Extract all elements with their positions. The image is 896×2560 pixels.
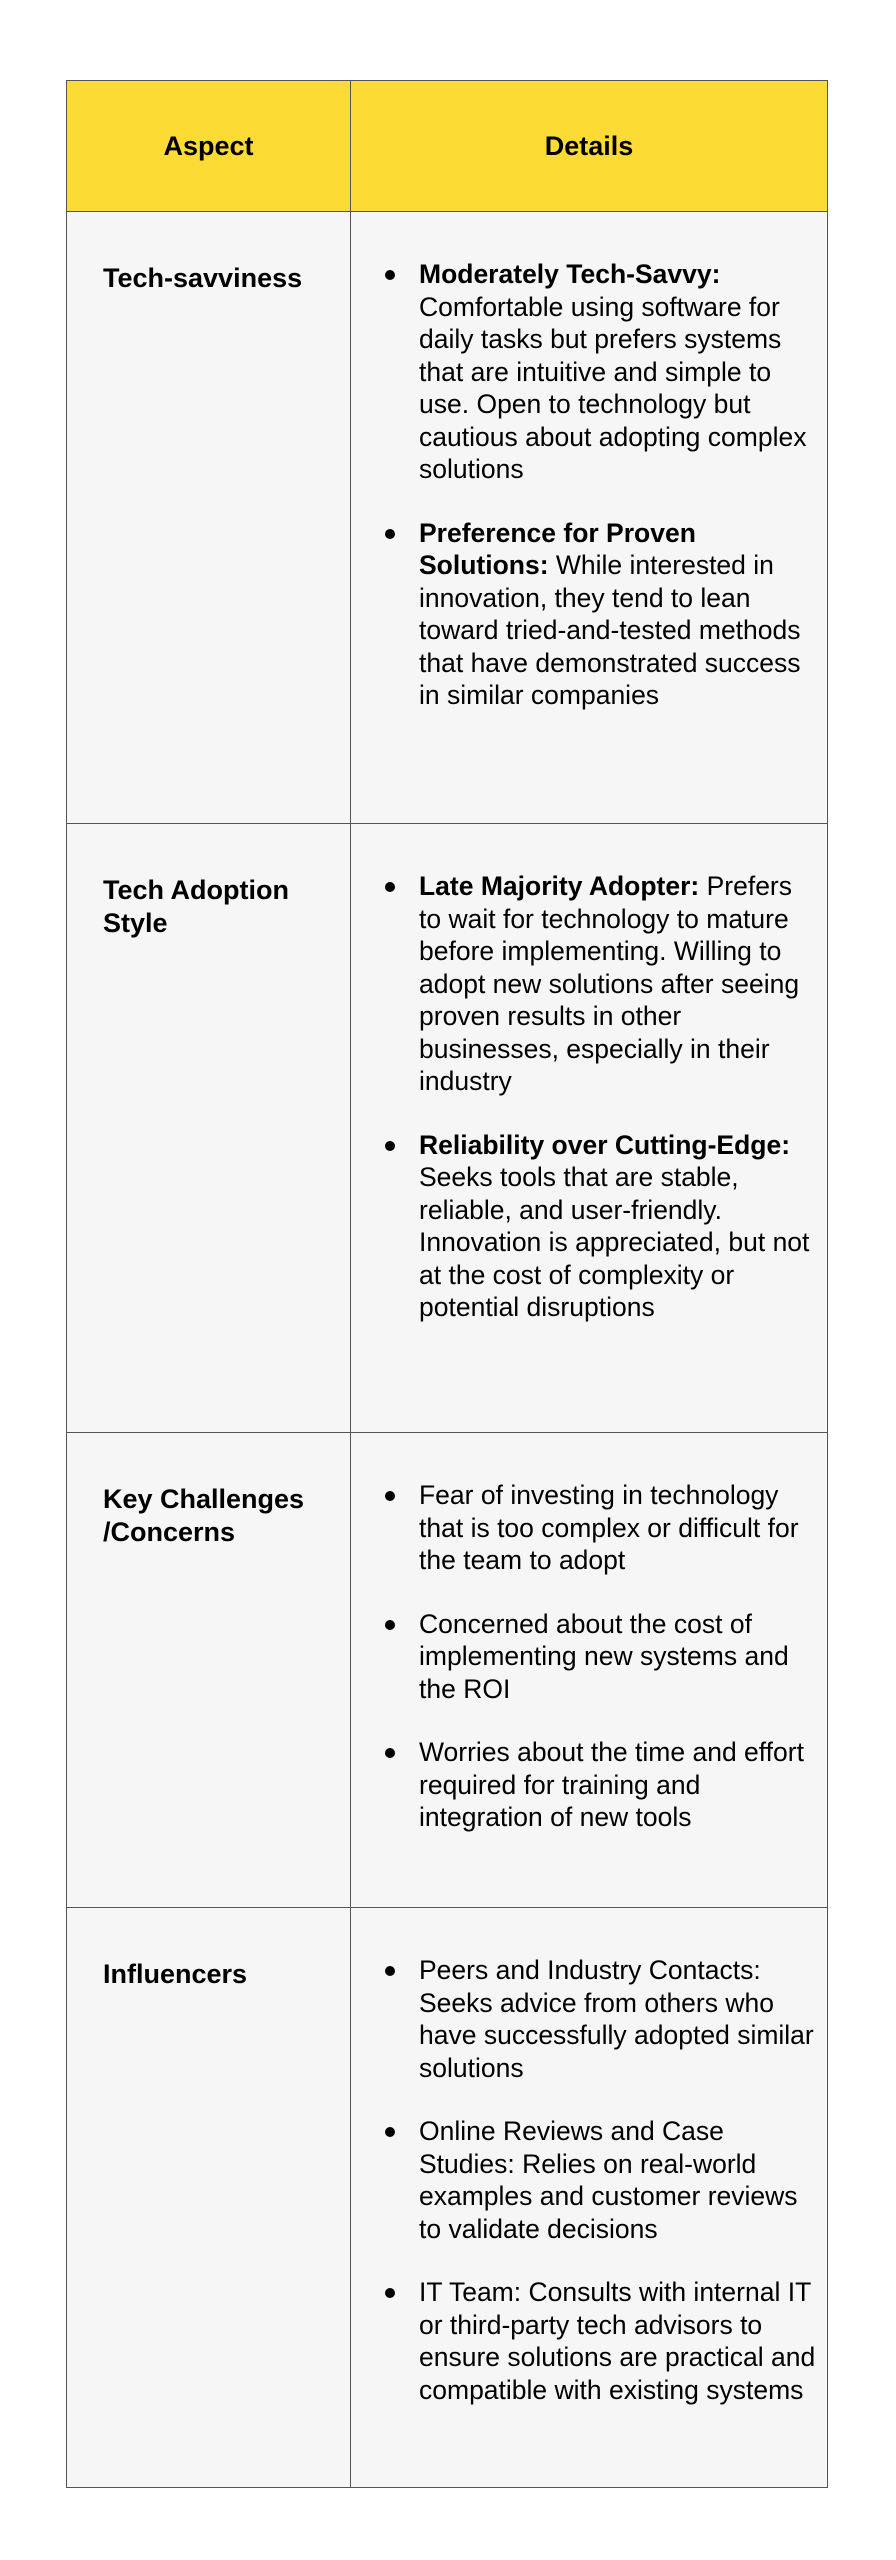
bullet-icon (385, 1141, 395, 1151)
aspect-cell (67, 1908, 351, 2487)
item-bold: Reliability over Cutting-Edge: (419, 1129, 791, 1160)
list-item (385, 2276, 817, 2406)
item-text: Concerned about the cost of implementing new systems and the ROI (419, 1608, 789, 1704)
aspect-cell (67, 1433, 351, 1907)
aspect-cell (67, 212, 351, 823)
details-list (351, 1433, 827, 1874)
details-cell (351, 824, 827, 1432)
list-item (385, 1479, 817, 1577)
aspect-label: Key Challenges /Concerns (103, 1484, 305, 1547)
bullet-icon (385, 882, 395, 892)
bullet-icon (385, 1491, 395, 1501)
details-list (351, 212, 827, 752)
details-list (351, 1908, 827, 2446)
item-text: Fear of investing in technology that is too complex or difficult for the team to adopt (419, 1480, 799, 1575)
bullet-icon (385, 529, 395, 539)
list-item (385, 258, 817, 486)
list-item (385, 1954, 817, 2084)
bullet-icon (385, 1620, 395, 1630)
bullet-icon (385, 2288, 395, 2298)
item-bold: Late Majority Adopter: (419, 871, 700, 901)
header-aspect: Aspect (67, 81, 351, 211)
details-cell (351, 212, 827, 823)
list-item (385, 1736, 817, 1834)
details-cell (351, 1908, 827, 2487)
item-text: Prefers to wait for technology to mature before implementing. Willing to adopt new solutions after seeing proven results in other businesses, especially in their industry (419, 871, 800, 1096)
list-item (385, 1129, 817, 1324)
aspect-label: Tech Adoption Style (103, 875, 289, 938)
aspect-label: Tech-savviness (103, 263, 303, 293)
item-text: While interested in innovation, they tend to lean toward tried-and-tested methods that have demonstrated success in similar companies (419, 550, 801, 710)
aspect-label: Influencers (103, 1959, 248, 1989)
list-item (385, 517, 817, 712)
item-text: IT Team: Consults with internal IT or third-party tech advisors to ensure solutions are practical and compatible with existing systems (419, 2277, 816, 2405)
table-row (67, 1907, 827, 2487)
bullet-icon (385, 270, 395, 280)
aspect-cell (67, 824, 351, 1432)
details-list (351, 824, 827, 1364)
item-text: Comfortable using software for daily tasks but prefers systems that are intuitive and simple to use. Open to technology but cautious about adopting complex solutions (419, 291, 807, 484)
bullet-icon (385, 1966, 395, 1976)
table-row (67, 211, 827, 823)
persona-table (66, 80, 828, 2488)
table-header-row (67, 81, 827, 211)
item-bold: Preference for Proven Solutions: (419, 517, 696, 580)
table-row (67, 1432, 827, 1907)
bullet-icon (385, 2127, 395, 2137)
item-text: Peers and Industry Contacts: Seeks advice from others who have successfully adopted similar solutions (419, 1955, 814, 2083)
item-text: Worries about the time and effort required for training and integration of new tools (419, 1737, 804, 1832)
item-text: Online Reviews and Case Studies: Relies on real-world examples and customer reviews to validate decisions (419, 2116, 798, 2244)
list-item (385, 870, 817, 1098)
table-row (67, 823, 827, 1432)
bullet-icon (385, 1748, 395, 1758)
header-details: Details (544, 130, 634, 161)
item-bold: Moderately Tech-Savvy: (419, 259, 721, 289)
item-text: Seeks tools that are stable, reliable, and user-friendly. Innovation is appreciated, but not at the cost of complexity or potential disruptions (419, 1162, 810, 1322)
list-item (385, 2115, 817, 2245)
details-cell (351, 1433, 827, 1907)
list-item (385, 1608, 817, 1706)
